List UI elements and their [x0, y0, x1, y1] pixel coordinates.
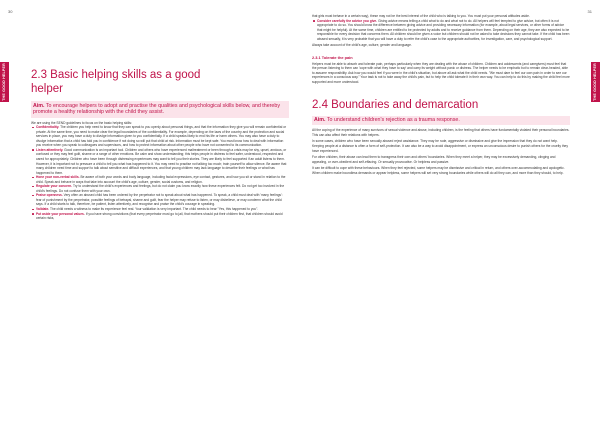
paragraph: It can be difficult to cope with these behaviours. When they feel rejected, some helpers may be dismissive and critical in return, and others over-accommodating and apologetic. When children make boundless demands or appear helpless, some helpers will set very strong boundaries while others will do all they can, and more than they should, to help.	[312, 166, 565, 175]
paragraph: For other children, their abuse can lead them to transgress their own and others' boundaries. When they meet a helper, they may be excessively demanding, clinging and appealing, or over-obedient and self-effacing. Or sexually provocative. Or helpless and passive.	[312, 155, 556, 164]
aim-label: Aim.	[314, 117, 326, 124]
pain-text: Helpers must be able to absorb and tolerate pain, perhaps particularly when they are dealing with the abuse of children. Children and adolescents (and caregivers) must feel that the person listening to them can 'cope with what they have to say' and carry its weight without panic or distress. The helper needs to be emphatic but to remain clear-headed, able to assume responsibility. Ask how you would feel if you were in the child's situation, but above all ask what the child needs. "We must dare to feel our own pain in order to see our experiences in a conscious way." Your task is not to take away the child's pain, but to help the child tolerate it in their own way. You can help to do this by making the child feel more supported and more understood.	[312, 61, 570, 85]
aim-label: Aim.	[33, 102, 45, 109]
list-item: Confidentiality. The children you help need to know that they can speak to you openly about personal things, and that the information they give you will remain confidential or private. At the same time, you need to make clear the legal boundaries of the confidentiality. For example, depending on the laws of the country and the protection and social services in place, you may have a duty to divulge information given to you confidentially. If a child speaks likely to end his life or harm others. You may also have a duty to divulge information that a child has told you in confidence if not doing so will put that child at risk. Information must be kept safe. You must know how to deal with information you receive when you speak to colleagues and supervisors, and how to protect information about other people who have not consented to its communication.	[31, 125, 289, 148]
section-tab: THE GOOD HELPER	[591, 62, 600, 102]
page-number: 30	[8, 9, 13, 14]
aim-box	[312, 116, 570, 126]
list-item: Praise openness. Very often an abused child has been ordered by the perpetrator not to speak about what has happened. To speak, a child must deal with 'many feelings': fear of punishment by the perpetrator, possible feelings of betrayal, shame and guilt, fear the helper may refuse to listen, or may disbelieve, or may condemn what the child says. If a child starts to talk, therefore, be patient, listen attentively, and recognise and praise the child's courage in speaking.	[31, 193, 289, 207]
section-heading: 2.4 Boundaries and demarcation	[312, 98, 479, 111]
aim-box	[31, 101, 289, 118]
list-item: Put aside your personal values. If you have strong convictions (that every perpetrator must go to jail, that mothers should put their children first, that children should avoid certain risks,	[31, 212, 289, 221]
right-page	[300, 0, 600, 424]
list-item: Regulate your concern. Try to understand the child's experiences and feelings, but do not claim you know exactly how these experiences felt. Do not get too involved in the child's feelings. Do not confuse them with your own.	[31, 184, 289, 193]
list-item: Validate. The child needs a witness to make its experience feel real. Your validation is very important. The child needs to hear "Yes, this happened to you".	[31, 207, 289, 212]
skills-list	[31, 125, 289, 220]
right-content	[312, 14, 570, 175]
paragraph: All the coping of the experience of many survivors of sexual violence and abuse, including children, is the feeling that others have fundamentally violated their personal boundaries. This can also affect their relations with helpers.	[312, 128, 570, 137]
aim-text: To understand children's rejection as a trauma response.	[326, 117, 460, 124]
intro-text: We are using the SEND guidelines to focus on the basic helping skills:	[31, 120, 132, 125]
page-number: 31	[587, 9, 592, 14]
left-content	[31, 68, 289, 221]
always-text: Always take account of the child's age, culture, gender and language.	[312, 43, 412, 48]
section-tab: THE GOOD HELPER	[0, 62, 9, 102]
advice-list	[312, 19, 570, 42]
paragraph: In some cases, children who have been sexually abused reject assistance. They may be rude, aggressive or dismissive and give the impression that they do not want help. Keeping people at a distance is often a form of self-protection. It can also be a way to avoid disappointment, or express an unconscious desire to punish others for the cruelty they have experienced.	[312, 139, 568, 153]
sub-heading: 2.3.1 Tolerate the pain	[312, 54, 353, 60]
list-item: Hone your non-verbal skills. Be aware of both your words and body language, including facial expressions, eye contact, gestures, and how you sit or stand in relation to the child. Speak and behave in ways that take into account the child's age, culture, gender, social customs, and religion.	[31, 175, 289, 184]
list-item: Consider carefully the advice you give. Giving advice means telling a child what to do and what not to do. All helpers will feel tempted to give advice, but often it is not appropriate to do so. You should know the difference between giving advice and providing necessary information (for example, about legal services, or other forms of advice that might be helpful). At the same time, children are entitled to be protected by adults and to receive guidance from them. Depending on their age, they are also expected to be responsible for every decision that concerns them. All children should be given a voice but children should not be asked to take decisions they cannot take. If the child has been abused sexually, it is very probable that you will have a duty to refer the child's case to the appropriate authorities, for investigation, care, and psychological support.	[312, 19, 570, 42]
section-heading: 2.3 Basic helping skills as a good helper	[31, 69, 201, 95]
continued-text: that girls must behave in a certain way), these may not be the best interest of the child who is talking to you. You must put your personal attitudes aside.	[312, 14, 530, 18]
list-item: Listen attentively. Good communication is an important tool. Children and others who have experienced maltreatment or been through a crisis may be shy, upset, anxious, or confused or they may feel guilt, shame or a range of other emotions. Be calm and show understanding; this helps people in distress to feel safer, understood, respected and cared for appropriately. Children who have been through distressing experiences may want to tell you their stories. They are likely to feel supported if an adult listens to them. However, it is important not to pressure a child to tell you what has happened to it. You may need to practise not talking too much; train yourself to allow silence. Be aware that many children need time and support to talk about sensitive and difficult experiences, and that young children may lack language to describe their feelings or what has happened to them.	[31, 148, 289, 175]
aim-text: To encourage helpers to adopt and practise the qualities and psychological skills below, and thereby promote a healthy relationship with the child they assist.	[33, 102, 280, 116]
